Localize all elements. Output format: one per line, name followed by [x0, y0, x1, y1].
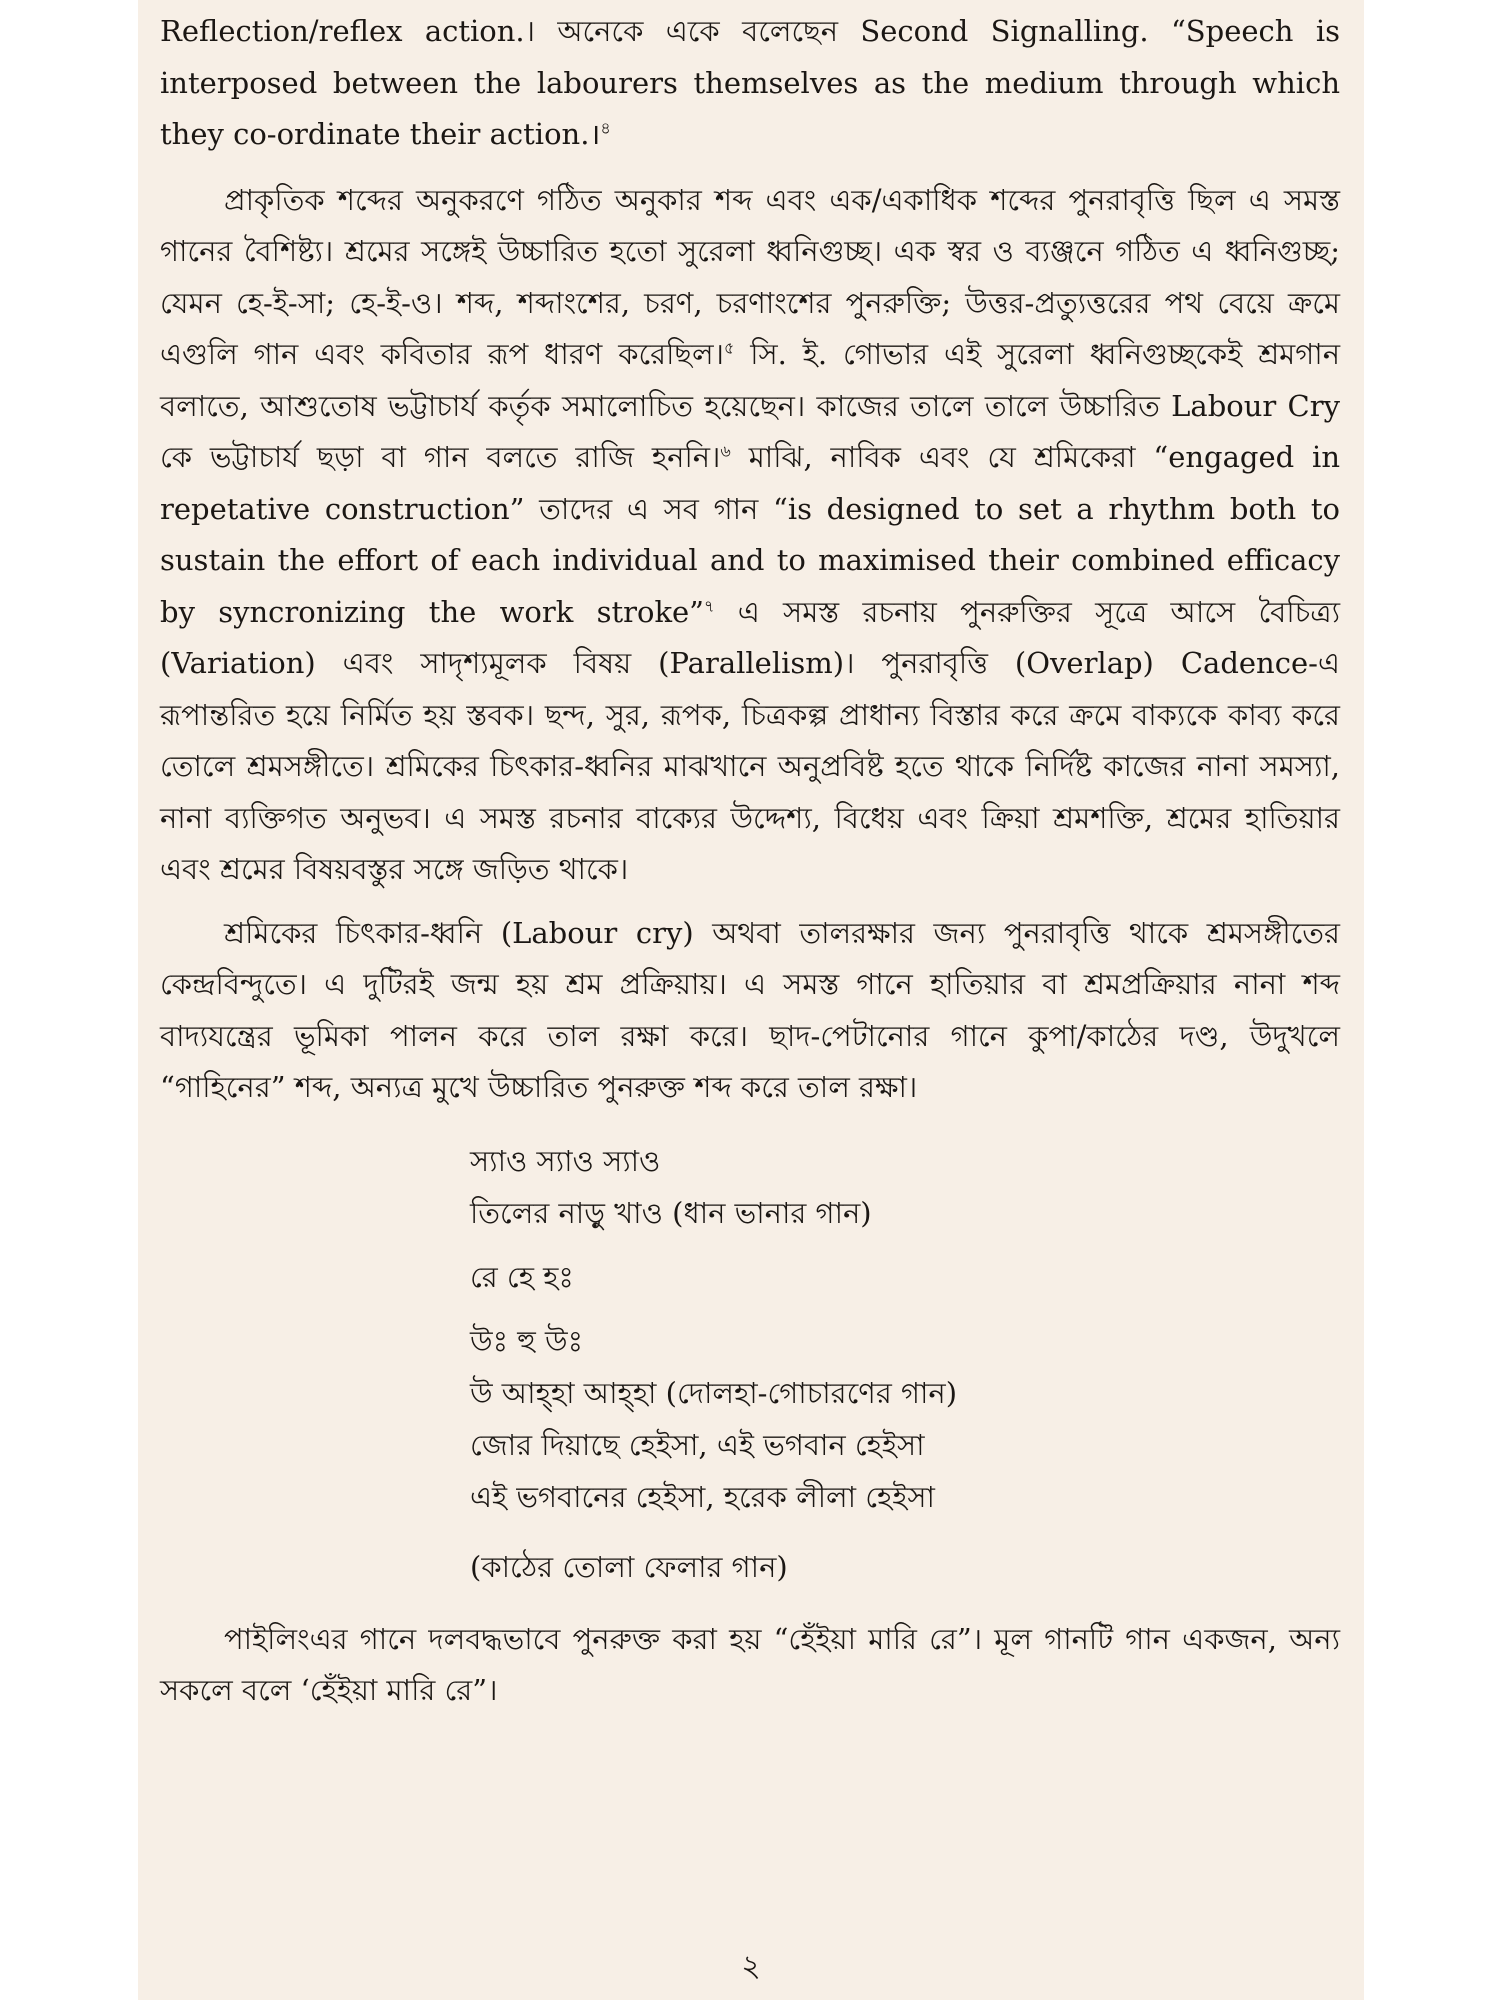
page-body [160, 6, 1340, 1717]
page-number: ২ [741, 1949, 761, 1984]
paragraph-2: প্রাকৃতিক শব্দের অনুকরণে গঠিত অনুকার শব্দ এবং এক/একাধিক শব্দের পুনরাবৃত্তি ছিল এ সমস্ত গানের বৈশিষ্ট্য। শ্রমের সঙ্গেই উচ্চারিত হতো সুরেলা ধ্বনিগুচ্ছ। এক স্বর ও ব্যঞ্জনে গঠিত এ ধ্বনিগুচ্ছ; যেমন হে-ই-সা; হে-ই-ও। শব্দ, শব্দাংশের, চরণ, চরণাংশের পুনরুক্তি; উত্তর-প্রত্যুত্তরের পথ বেয়ে ক্রমে এগুলি গান এবং কবিতার রূপ ধারণ করেছিল।$^৫$ সি. ই. গোভার এই সুরেলা ধ্বনিগুচ্ছকেই শ্রমগান বলাতে, আশুতোষ ভট্টাচার্য কর্তৃক সমালোচিত হয়েছেন। কাজের তালে তালে উচ্চারিত Labour Cry কে ভট্টাচার্য ছড়া বা গান বলতে রাজি হননি।$^৬$ মাঝি, নাবিক এবং যে শ্রমিকেরা “engaged in repetative construction” তাদের এ সব গান “is designed to set a rhythm both to sustain the effort of each individual and to maximised their combined efficacy by syncronizing the work stroke”$^৭$ এ সমস্ত রচনায় পুনরুক্তির সূত্রে আসে বৈচিত্র্য (Variation) এবং সাদৃশ্যমূলক বিষয় (Parallelism)। পুনরাবৃত্তি (Overlap) Cadence-এ রূপান্তরিত হয়ে নির্মিত হয় স্তবক। ছন্দ, সুর, রূপক, চিত্রকল্প প্রাধান্য বিস্তার করে ক্রমে বাক্যকে কাব্য করে তোলে শ্রমসঙ্গীতে। শ্রমিকের চিৎকার-ধ্বনির মাঝখানে অনুপ্রবিষ্ট হতে থাকে নির্দিষ্ট কাজের নানা সমস্যা, নানা ব্যক্তিগত অনুভব। এ সমস্ত রচনার বাক্যের উদ্দেশ্য, বিধেয় এবং ক্রিয়া শ্রমশক্তি, শ্রমের হাতিয়ার এবং শ্রমের বিষয়বস্তুর সঙ্গে জড়িত থাকে। [160, 182, 1340, 886]
verse-line: এই ভগবানের হেইসা, হরেক লীলা হেইসা [470, 1479, 935, 1514]
footnote-marker-6: ৬ [720, 441, 731, 461]
footnote-marker-7: ৭ [704, 595, 715, 615]
verse-line: তিলের নাড়ু খাও (ধান ভানার গান) [470, 1195, 872, 1230]
footnote-marker-5: ৫ [723, 338, 735, 358]
verse-line: (কাঠের তোলা ফেলার গান) [470, 1549, 788, 1584]
verse-line: স্যাও স্যাও স্যাও [470, 1143, 661, 1178]
paragraph-1: Reflection/reflex action.। অনেকে একে বলেছেন Second Signalling. “Speech is interposed between the labourers themselves as the medium through which they co-ordinate their action.।$^৪$ [160, 14, 1340, 151]
footnote-marker-4: ৪ [600, 118, 611, 138]
song-excerpts [160, 1136, 1340, 1594]
paragraph-3: শ্রমিকের চিৎকার-ধ্বনি (Labour cry) অথবা তালরক্ষার জন্য পুনরাবৃত্তি থাকে শ্রমসঙ্গীতের কেন্দ্রবিন্দুতে। এ দুটিরই জন্ম হয় শ্রম প্রক্রিয়ায়। এ সমস্ত গানে হাতিয়ার বা শ্রমপ্রক্রিয়ার নানা শব্দ বাদ্যযন্ত্রের ভূমিকা পালন করে তাল রক্ষা করে। ছাদ-পেটানোর গানে কুপা/কাঠের দণ্ড, উদুখলে “গাহিনের” শব্দ, অন্যত্র মুখে উচ্চারিত পুনরুক্ত শব্দ করে তাল রক্ষা। [160, 915, 1340, 1104]
verse-line: রে হে হঃ [470, 1259, 574, 1294]
verse-line: উ আহ্হা আহ্হা (দোলহা-গোচারণের গান) [470, 1375, 958, 1410]
verse-line: জোর দিয়াছে হেইসা, এই ভগবান হেইসা [470, 1427, 925, 1462]
verse-line: উঃ হু উঃ [470, 1323, 584, 1358]
book-page [138, 0, 1364, 2000]
paragraph-4: পাইলিংএর গানে দলবদ্ধভাবে পুনরুক্ত করা হয় “হেঁইয়া মারি রে”। মূল গানটি গান একজন, অন্য সকলে বলে ‘হেঁইয়া মারি রে”। [160, 1621, 1340, 1707]
